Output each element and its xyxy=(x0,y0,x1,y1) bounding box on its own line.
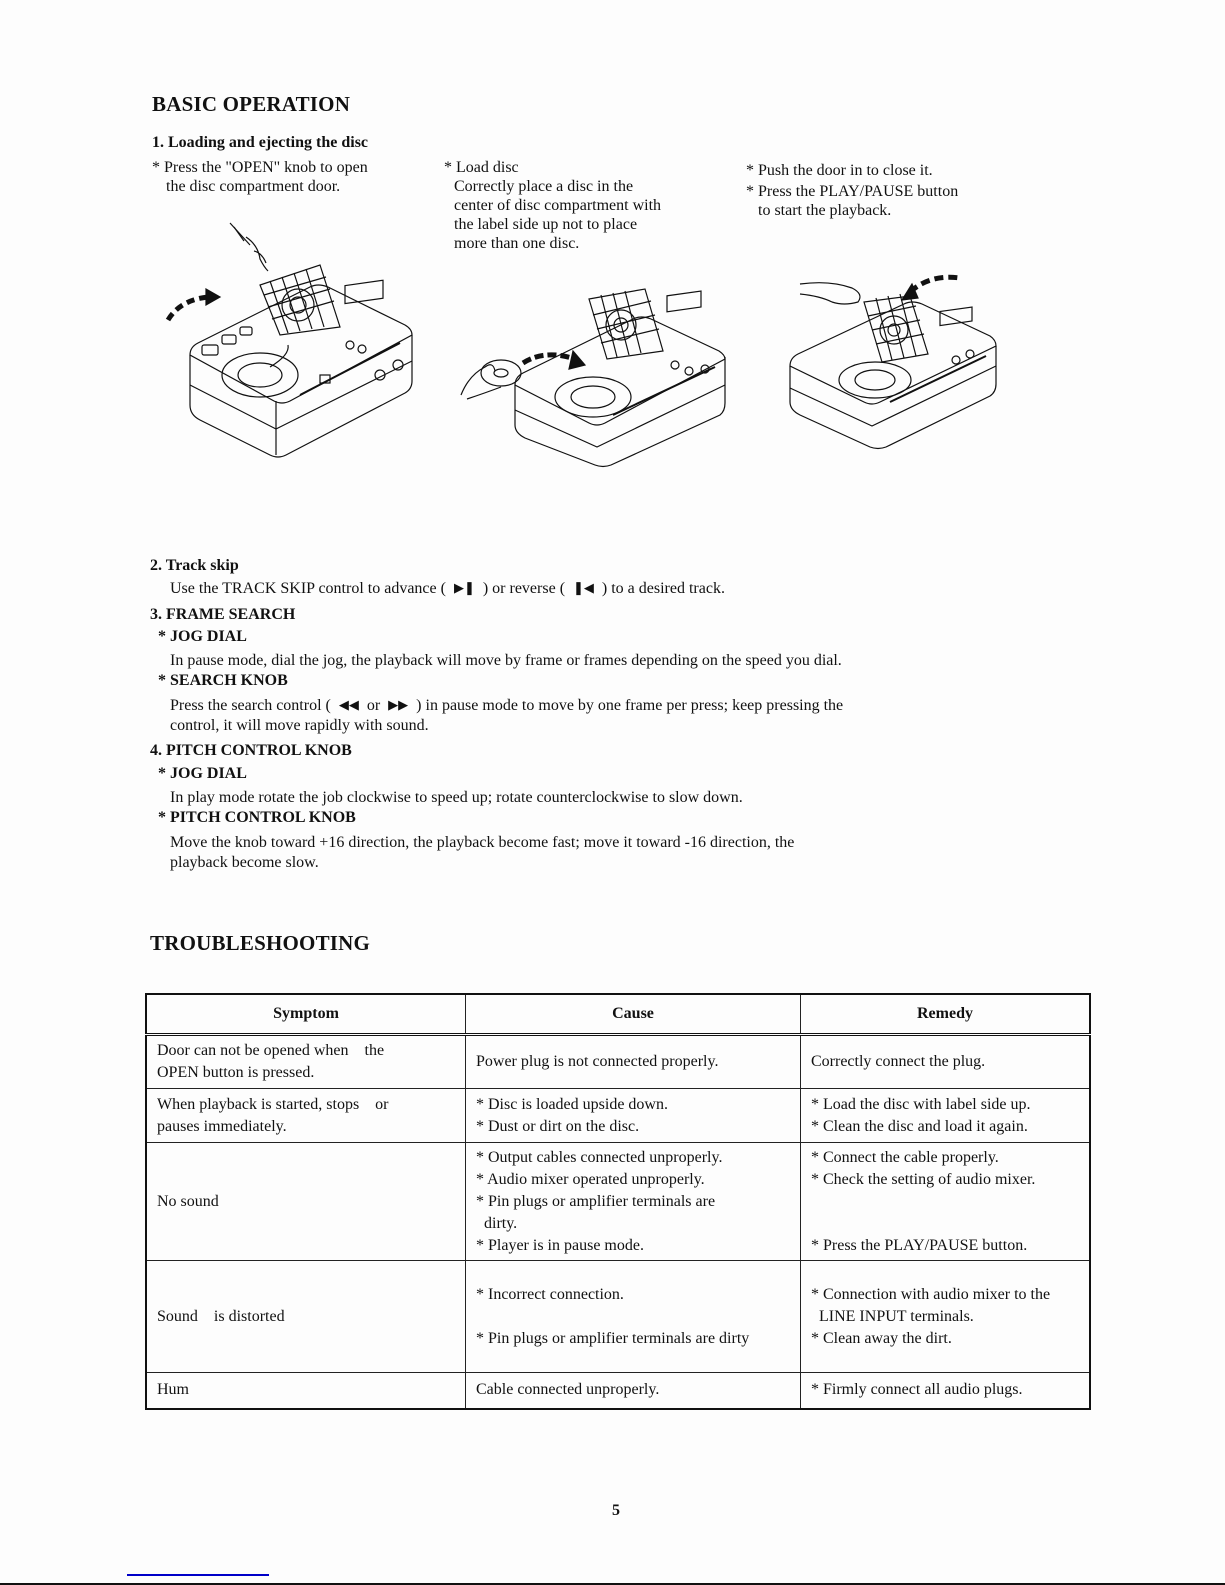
step-load-disc-text xyxy=(444,158,661,253)
text-span: Press the search control ( xyxy=(170,697,331,714)
cell-symptom xyxy=(146,1143,466,1261)
disc-door-grid xyxy=(260,265,340,335)
cause-line xyxy=(476,1306,790,1328)
cell-symptom xyxy=(146,1261,466,1373)
cause-line: * Incorrect connection. xyxy=(476,1285,624,1303)
cell-remedy xyxy=(801,1261,1091,1373)
cause-line: Cable connected unproperly. xyxy=(476,1381,660,1399)
step-line: * Push the door in to close it. xyxy=(746,162,933,179)
arrow-head-icon xyxy=(569,351,585,369)
heading-loading-ejecting: 1. Loading and ejecting the disc xyxy=(152,134,369,151)
cell-symptom xyxy=(146,1035,466,1089)
pitch-knob-text-line1: Move the knob toward +16 direction, the playback become fast; move it toward -16 direction, the xyxy=(170,834,795,851)
cell-cause xyxy=(466,1035,801,1089)
cause-line: * Player is in pause mode. xyxy=(476,1236,644,1254)
step-close-door-text xyxy=(746,160,958,220)
section-title-troubleshooting: TROUBLESHOOTING xyxy=(150,931,371,955)
symptom-line: When playback is started, stops or xyxy=(157,1095,389,1113)
search-knob-text xyxy=(170,694,843,717)
remedy-line: * Connection with audio mixer to the xyxy=(811,1285,1051,1303)
frame-jog-dial-text: In pause mode, dial the jog, the playback will move by frame or frames depending on the speed you dial. xyxy=(170,652,842,669)
curved-arrow-icon xyxy=(168,297,208,320)
player-close-door-illustration xyxy=(780,262,1020,462)
pitch-jog-dial-text: In play mode rotate the job clockwise to speed up; rotate counterclockwise to slow down. xyxy=(170,789,743,806)
section-title-basic-operation: BASIC OPERATION xyxy=(152,92,351,116)
step-line: * Load disc xyxy=(444,159,519,176)
cell-cause xyxy=(466,1143,801,1261)
cause-line: dirty. xyxy=(476,1214,518,1232)
heading-pitch-control: 4. PITCH CONTROL KNOB xyxy=(150,742,352,759)
heading-frame-search: 3. FRAME SEARCH xyxy=(150,606,296,623)
remedy-line xyxy=(811,1191,1079,1213)
cd-player-body xyxy=(515,291,725,466)
cell-symptom xyxy=(146,1089,466,1143)
cell-cause xyxy=(466,1261,801,1373)
text-span: ) to a desired track. xyxy=(601,580,725,597)
step-line: more than one disc. xyxy=(454,235,580,252)
text-span: ) or reverse ( xyxy=(482,580,566,597)
cell-remedy xyxy=(801,1089,1091,1143)
skip-previous-icon: ❚◀ xyxy=(573,580,594,595)
table-row xyxy=(146,1143,1090,1261)
troubleshooting-table xyxy=(145,993,1091,1410)
remedy-line: * Firmly connect all audio plugs. xyxy=(811,1381,1023,1399)
cell-symptom xyxy=(146,1373,466,1409)
player-open-door-illustration xyxy=(150,215,430,475)
table-row xyxy=(146,1373,1090,1409)
remedy-line: * Connect the cable properly. xyxy=(811,1148,999,1166)
disc-door-grid xyxy=(589,289,663,359)
hand-holding-disc-icon xyxy=(461,360,521,399)
cause-line: * Dust or dirt on the disc. xyxy=(476,1117,640,1135)
cell-cause xyxy=(466,1373,801,1409)
step-line: center of disc compartment with xyxy=(454,197,662,214)
rewind-icon: ◀◀ xyxy=(338,697,359,712)
disc-door-grid xyxy=(864,294,928,362)
step-line: the label side up not to place xyxy=(454,216,638,233)
track-skip-text xyxy=(170,577,725,600)
remedy-line: LINE INPUT terminals. xyxy=(811,1307,974,1325)
arrow-head-icon xyxy=(206,289,220,305)
troubleshooting-table-body xyxy=(146,1035,1090,1409)
symptom-line: OPEN button is pressed. xyxy=(157,1064,315,1081)
table-row xyxy=(146,1035,1090,1089)
table-row xyxy=(146,1261,1090,1373)
step-line: the disc compartment door. xyxy=(166,178,341,195)
remedy-line: * Press the PLAY/PAUSE button. xyxy=(811,1236,1028,1254)
search-knob-text-line2: control, it will move rapidly with sound. xyxy=(170,717,429,734)
table-header-row xyxy=(146,994,1090,1035)
insert-arrow-icon xyxy=(523,355,575,363)
cause-line: * Pin plugs or amplifier terminals are dirty xyxy=(476,1329,750,1347)
skip-next-icon: ▶❚ xyxy=(453,580,475,595)
cell-remedy xyxy=(801,1143,1091,1261)
text-span: ) in pause mode to move by one frame per press; keep pressing the xyxy=(416,697,844,714)
step-line: Correctly place a disc in the xyxy=(454,178,634,195)
symptom-line: Hum xyxy=(157,1381,189,1399)
step-open-door-text xyxy=(152,158,368,196)
remedy-line: * Check the setting of audio mixer. xyxy=(811,1170,1036,1188)
cause-line: * Disc is loaded upside down. xyxy=(476,1095,668,1113)
symptom-line: No sound xyxy=(157,1192,219,1210)
cause-line: Power plug is not connected properly. xyxy=(476,1053,719,1070)
remedy-line: * Load the disc with label side up. xyxy=(811,1095,1031,1113)
step-line: * Press the "OPEN" knob to open xyxy=(152,159,368,176)
page-number: 5 xyxy=(612,1502,620,1519)
player-load-disc-illustration xyxy=(445,275,735,470)
table-row xyxy=(146,1089,1090,1143)
link-underline[interactable] xyxy=(127,1574,269,1576)
remedy-line: * Clean away the dirt. xyxy=(811,1329,952,1347)
cell-cause xyxy=(466,1089,801,1143)
cause-line: * Pin plugs or amplifier terminals are xyxy=(476,1192,716,1210)
cause-line: * Output cables connected unproperly. xyxy=(476,1148,723,1166)
step-line: to start the playback. xyxy=(758,202,892,219)
remedy-line xyxy=(811,1213,1079,1235)
column-header-remedy: Remedy xyxy=(801,994,1091,1035)
fast-forward-icon: ▶▶ xyxy=(388,697,409,712)
symptom-line: Door can not be opened when the xyxy=(157,1042,385,1059)
cell-remedy xyxy=(801,1035,1091,1089)
step-line: * Press the PLAY/PAUSE button xyxy=(746,183,959,200)
cd-player-body xyxy=(190,280,412,457)
text-span: or xyxy=(366,697,381,714)
symptom-line: Sound is distorted xyxy=(157,1307,285,1325)
remedy-line: * Clean the disc and load it again. xyxy=(811,1117,1028,1135)
cause-line: * Audio mixer operated unproperly. xyxy=(476,1170,705,1188)
symptom-line: pauses immediately. xyxy=(157,1117,287,1135)
label-pitch-control-knob: * PITCH CONTROL KNOB xyxy=(158,809,356,826)
pitch-knob-text-line2: playback become slow. xyxy=(170,854,319,871)
column-header-cause: Cause xyxy=(466,994,801,1035)
column-header-symptom: Symptom xyxy=(146,994,466,1035)
hand-pushing-door-icon xyxy=(800,283,860,304)
text-span: Use the TRACK SKIP control to advance ( xyxy=(170,580,446,597)
curved-arrow-icon xyxy=(910,277,960,292)
heading-track-skip: 2. Track skip xyxy=(150,557,239,574)
label-jog-dial: * JOG DIAL xyxy=(158,628,247,645)
label-jog-dial-pitch: * JOG DIAL xyxy=(158,765,247,782)
hand-pressing-icon xyxy=(230,223,268,271)
label-search-knob: * SEARCH KNOB xyxy=(158,672,288,689)
remedy-line: Correctly connect the plug. xyxy=(811,1053,986,1070)
cell-remedy xyxy=(801,1373,1091,1409)
